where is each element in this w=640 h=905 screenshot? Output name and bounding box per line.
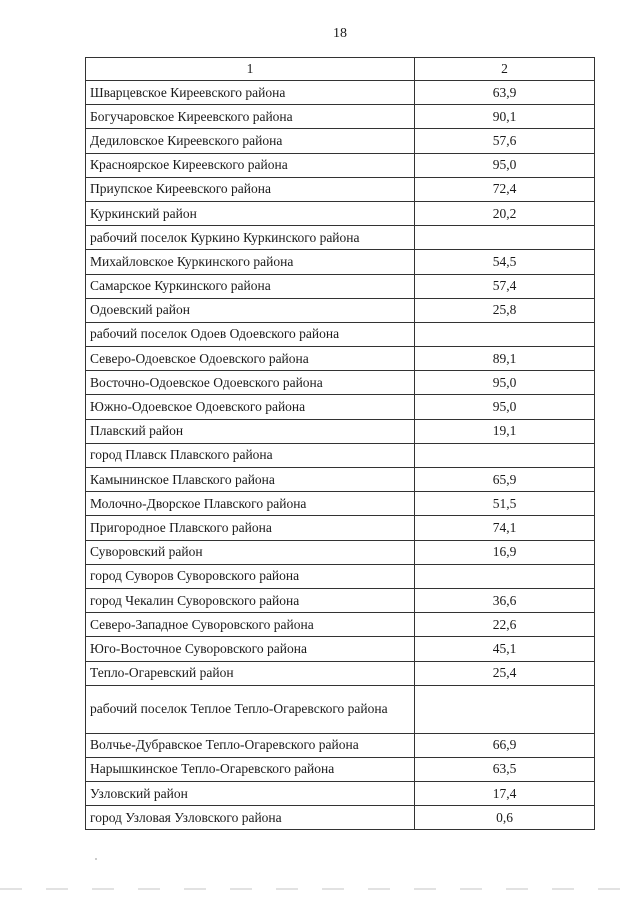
row-value: 25,8: [415, 298, 595, 322]
row-value: 63,5: [415, 757, 595, 781]
row-value: [415, 322, 595, 346]
row-value: [415, 564, 595, 588]
table-row: [86, 298, 595, 322]
table-row: [86, 371, 595, 395]
table-row: [86, 322, 595, 346]
table-row: [86, 129, 595, 153]
row-name: Волчье-Дубравское Тепло-Огаревского района: [86, 733, 415, 757]
row-value: 95,0: [415, 153, 595, 177]
data-table: [85, 57, 595, 830]
table-row: [86, 637, 595, 661]
row-value: 51,5: [415, 492, 595, 516]
table-row: [86, 564, 595, 588]
table-row: [86, 588, 595, 612]
page-number: 18: [333, 26, 347, 41]
row-name: Одоевский район: [86, 298, 415, 322]
row-name: Тепло-Огаревский район: [86, 661, 415, 685]
table-row: [86, 733, 595, 757]
table-row: [86, 105, 595, 129]
row-name: Юго-Восточное Суворовского района: [86, 637, 415, 661]
row-value: 20,2: [415, 201, 595, 225]
row-name: Богучаровское Киреевского района: [86, 105, 415, 129]
row-name: Нарышкинское Тепло-Огаревского района: [86, 757, 415, 781]
row-value: 63,9: [415, 81, 595, 105]
table-row: [86, 274, 595, 298]
row-value: 22,6: [415, 613, 595, 637]
row-value: 0,6: [415, 806, 595, 830]
row-name: город Суворов Суворовского района: [86, 564, 415, 588]
row-name: Красноярское Киреевского района: [86, 153, 415, 177]
row-value: 19,1: [415, 419, 595, 443]
row-value: 25,4: [415, 661, 595, 685]
row-value: 45,1: [415, 637, 595, 661]
scan-artifact-line: [0, 888, 640, 890]
scan-artifact-dot: [95, 858, 97, 860]
row-value: [415, 226, 595, 250]
table-row: [86, 81, 595, 105]
table-row: [86, 540, 595, 564]
row-value: 66,9: [415, 733, 595, 757]
row-value: 17,4: [415, 782, 595, 806]
row-name: Камынинское Плавского района: [86, 468, 415, 492]
table-row: [86, 492, 595, 516]
table-row: [86, 782, 595, 806]
column-header-1: 1: [86, 58, 415, 81]
row-name: Дедиловское Киреевского района: [86, 129, 415, 153]
row-value: [415, 685, 595, 733]
table-row: [86, 395, 595, 419]
table-row: [86, 250, 595, 274]
row-name: рабочий поселок Одоев Одоевского района: [86, 322, 415, 346]
row-name: Куркинский район: [86, 201, 415, 225]
table-header-row: [86, 58, 595, 81]
row-value: [415, 443, 595, 467]
row-value: 95,0: [415, 371, 595, 395]
table-row: [86, 806, 595, 830]
table-row: [86, 347, 595, 371]
row-name: Восточно-Одоевское Одоевского района: [86, 371, 415, 395]
table-row: [86, 153, 595, 177]
row-name: рабочий поселок Теплое Тепло-Огаревского района: [86, 685, 415, 733]
table-row: [86, 613, 595, 637]
row-name: город Узловая Узловского района: [86, 806, 415, 830]
row-name: Северо-Западное Суворовского района: [86, 613, 415, 637]
row-value: 95,0: [415, 395, 595, 419]
table-row: [86, 201, 595, 225]
table-row: [86, 685, 595, 733]
row-value: 54,5: [415, 250, 595, 274]
row-name: Михайловское Куркинского района: [86, 250, 415, 274]
row-value: 57,6: [415, 129, 595, 153]
column-header-2: 2: [415, 58, 595, 81]
row-name: Молочно-Дворское Плавского района: [86, 492, 415, 516]
row-name: Южно-Одоевское Одоевского района: [86, 395, 415, 419]
table-row: [86, 419, 595, 443]
table-row: [86, 177, 595, 201]
row-name: Пригородное Плавского района: [86, 516, 415, 540]
row-name: Самарское Куркинского района: [86, 274, 415, 298]
table-row: [86, 468, 595, 492]
table-row: [86, 443, 595, 467]
row-value: 89,1: [415, 347, 595, 371]
table-row: [86, 661, 595, 685]
row-value: 57,4: [415, 274, 595, 298]
row-name: город Чекалин Суворовского района: [86, 588, 415, 612]
row-name: Узловский район: [86, 782, 415, 806]
row-name: рабочий поселок Куркино Куркинского района: [86, 226, 415, 250]
row-value: 36,6: [415, 588, 595, 612]
row-name: город Плавск Плавского района: [86, 443, 415, 467]
row-value: 72,4: [415, 177, 595, 201]
row-name: Плавский район: [86, 419, 415, 443]
row-name: Шварцевское Киреевского района: [86, 81, 415, 105]
row-value: 65,9: [415, 468, 595, 492]
row-name: Суворовский район: [86, 540, 415, 564]
row-name: Приупское Киреевского района: [86, 177, 415, 201]
row-value: 16,9: [415, 540, 595, 564]
row-value: 74,1: [415, 516, 595, 540]
table-row: [86, 516, 595, 540]
table-row: [86, 226, 595, 250]
row-name: Северо-Одоевское Одоевского района: [86, 347, 415, 371]
table-row: [86, 757, 595, 781]
row-value: 90,1: [415, 105, 595, 129]
